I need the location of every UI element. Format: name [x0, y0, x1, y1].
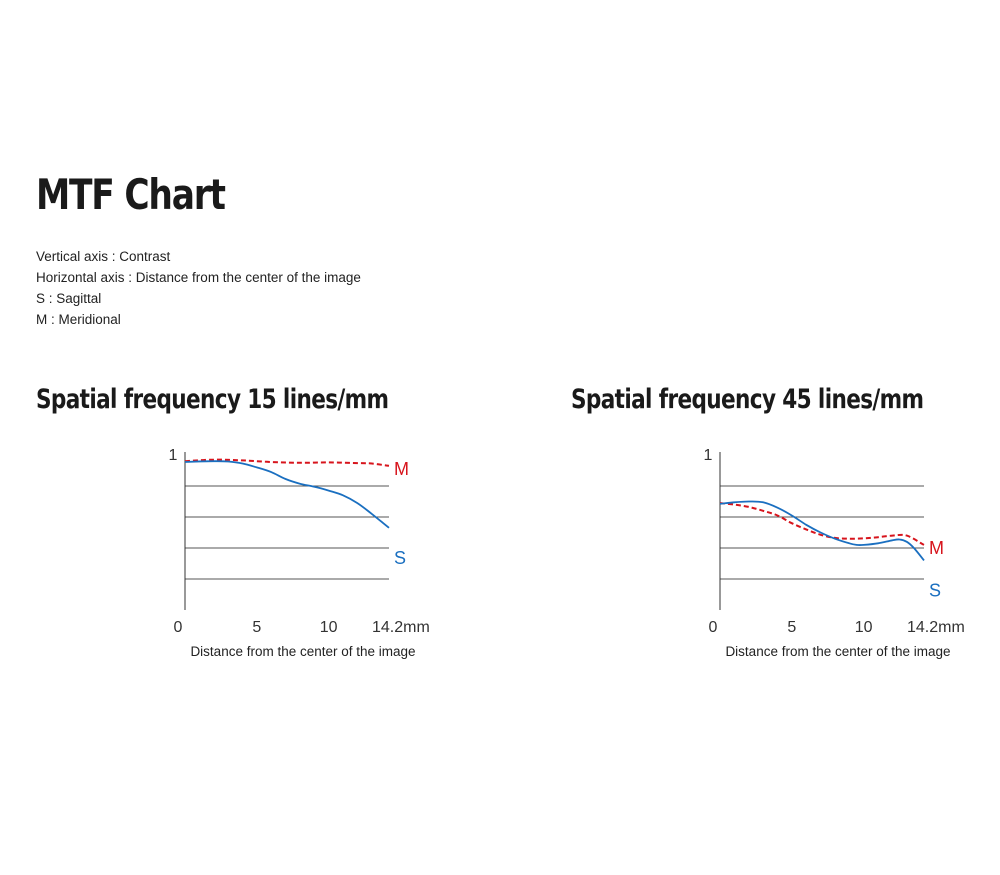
x-tick-label: 0	[173, 619, 183, 636]
x-tick-label: 5	[252, 619, 262, 636]
legend-vertical-axis: Vertical axis : Contrast	[36, 249, 171, 264]
y-tick-label: 1	[703, 447, 713, 464]
y-tick-label: 1	[168, 447, 178, 464]
mtf-chart-15	[160, 440, 450, 670]
x-tick-label: 0	[708, 619, 718, 636]
axis-legend	[36, 246, 361, 330]
meridional-line	[720, 503, 924, 545]
x-tick-label: 5	[787, 619, 797, 636]
sagittal-label: S	[929, 580, 942, 601]
mtf-chart-45	[695, 440, 985, 670]
legend-meridional: M : Meridional	[36, 312, 121, 327]
x-tick-label: 14.2mm	[372, 619, 430, 636]
x-tick-label: 10	[854, 619, 873, 636]
chart-title-45: Spatial frequency 45 lines/mm	[571, 384, 924, 415]
sagittal-line	[185, 461, 389, 528]
chart-title-15: Spatial frequency 15 lines/mm	[36, 384, 389, 415]
legend-horizontal-axis: Horizontal axis : Distance from the center of the image	[36, 270, 361, 285]
sagittal-label: S	[394, 547, 407, 568]
x-axis-label: Distance from the center of the image	[725, 644, 951, 659]
x-tick-label: 10	[319, 619, 338, 636]
meridional-label: M	[929, 537, 944, 558]
legend-sagittal: S : Sagittal	[36, 291, 102, 306]
x-tick-label: 14.2mm	[907, 619, 965, 636]
sagittal-line	[720, 501, 924, 560]
x-axis-label: Distance from the center of the image	[190, 644, 416, 659]
page-title: MTF Chart	[36, 170, 225, 219]
meridional-label: M	[394, 458, 409, 479]
